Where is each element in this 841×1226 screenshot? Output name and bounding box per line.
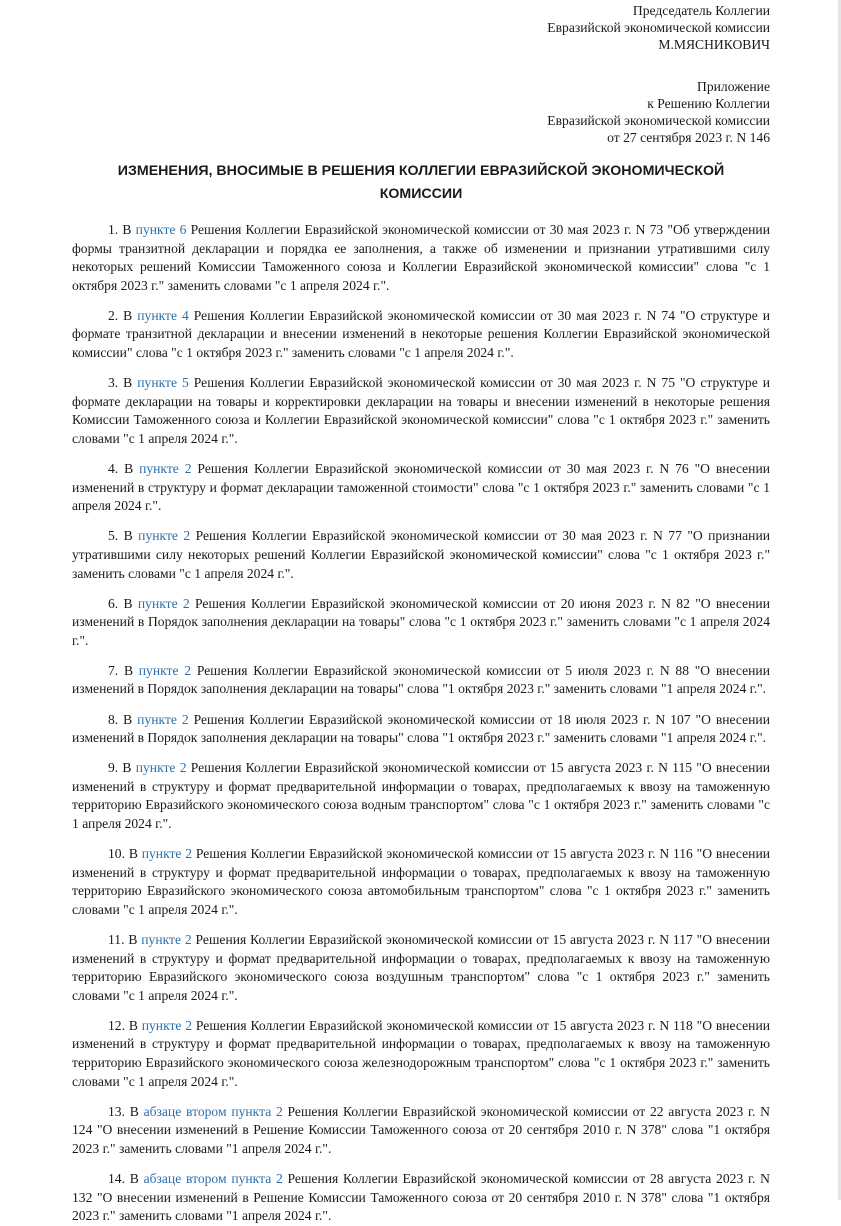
list-item xyxy=(72,1103,770,1159)
list-item xyxy=(72,711,770,748)
item-link[interactable]: пункте 2 xyxy=(138,662,192,678)
item-link[interactable]: пункте 2 xyxy=(141,1017,193,1033)
signature-block xyxy=(72,2,770,53)
item-number: 5. В xyxy=(108,528,139,544)
item-text: Решения Коллегии Евразийской экономической комиссии от 30 мая 2023 г. N 74 "О структуре и формате транзитной декларации и внесении изменений в некоторые решения Коллегии Евразийской экономической комиссии" слова "с 1 октября 2023 г." заменить словами "с 1 апреля 2024 г.". xyxy=(72,307,770,361)
item-text: Решения Коллегии Евразийской экономической комиссии от 18 июля 2023 г. N 107 "О внесении изменений в Порядок заполнения декларации на товары" слова "1 октября 2023 г." заменить словами "1 апреля 2024 г.". xyxy=(72,711,770,746)
item-text: Решения Коллегии Евразийской экономической комиссии от 30 мая 2023 г. N 73 "Об утверждении формы транзитной декларации и порядка ее заполнения, а также об изменении и признании утратившими силу некоторых решений Комиссии Таможенного союза и Коллегии Евразийской экономической комиссии" слова "с 1 октября 2023 г." заменить словами "с 1 апреля 2024 г.". xyxy=(72,222,770,293)
item-text: Решения Коллегии Евразийской экономической комиссии от 15 августа 2023 г. N 118 "О внесении изменений в структуру и формат предварительной информации о товарах, предполагаемых к ввозу на таможенную территорию Евразийского экономического союза железнодорожным транспортом" слова "с 1 октября 2023 г." заменить словами "с 1 апреля 2024 г.". xyxy=(72,1017,770,1089)
item-text: Решения Коллегии Евразийской экономической комиссии от 20 июня 2023 г. N 82 "О внесении изменений в Порядок заполнения декларации на товары" слова "с 1 октября 2023 г." заменить словами "с 1 апреля 2024 г.". xyxy=(72,595,770,648)
document-title: ИЗМЕНЕНИЯ, ВНОСИМЫЕ В РЕШЕНИЯ КОЛЛЕГИИ ЕВРАЗИЙСКОЙ ЭКОНОМИЧЕСКОЙ КОМИССИИ xyxy=(117,163,725,202)
appendix-date: от 27 сентября 2023 г. N 146 xyxy=(607,130,770,145)
signature-name: М.МЯСНИКОВИЧ xyxy=(658,37,770,52)
list-item xyxy=(72,1170,770,1226)
item-number: 9. В xyxy=(108,760,136,776)
item-number: 3. В xyxy=(108,375,138,391)
list-item xyxy=(72,221,770,295)
item-text: Решения Коллегии Евразийской экономической комиссии от 15 августа 2023 г. N 115 "О внесении изменений в структуру и формат предварительной информации о товарах, предполагаемых к ввозу на таможенную территорию Евразийского экономического союза водным транспортом" слова "с 1 октября 2023 г." заменить словами "с 1 апреля 2024 г.". xyxy=(72,760,770,832)
list-item xyxy=(72,374,770,448)
item-link[interactable]: пункте 2 xyxy=(141,846,193,862)
item-link[interactable]: абзаце втором пункта 2 xyxy=(143,1171,283,1187)
appendix-header xyxy=(72,78,770,146)
item-number: 4. В xyxy=(108,461,140,477)
item-number: 6. В xyxy=(108,595,138,611)
signature-position-line2: Евразийской экономической комиссии xyxy=(547,20,770,35)
item-text: Решения Коллегии Евразийской экономической комиссии от 15 августа 2023 г. N 117 "О внесении изменений в структуру и формат предварительной информации о товарах, предполагаемых к ввозу на таможенную территорию Евразийского экономического союза воздушным транспортом" слова "с 1 октября 2023 г." заменить словами "с 1 апреля 2024 г.". xyxy=(72,932,770,1003)
item-number: 7. В xyxy=(108,662,139,678)
appendix-label: Приложение xyxy=(697,79,770,94)
item-link[interactable]: пункте 4 xyxy=(137,307,189,323)
item-number: 8. В xyxy=(108,711,138,727)
list-item xyxy=(72,595,770,651)
item-text: Решения Коллегии Евразийской экономической комиссии от 30 мая 2023 г. N 75 "О структуре и формате декларации на товары и корректировки декларации на товары и внесении изменений в некоторые решения Комиссии Таможенного союза и Коллегии Евразийской экономической комиссии" слова "с 1 октября 2023 г." заменить словами "с 1 апреля 2024 г.". xyxy=(72,375,770,446)
item-number: 11. В xyxy=(108,932,142,947)
item-link[interactable]: пункте 2 xyxy=(137,711,189,727)
item-text: Решения Коллегии Евразийской экономической комиссии от 15 августа 2023 г. N 116 "О внесении изменений в структуру и формат предварительной информации о товарах, предполагаемых к ввозу на таможенную территорию Евразийского экономического союза автомобильным транспортом" слова "с 1 октября 2023 г." заменить словами "с 1 апреля 2024 г.". xyxy=(72,846,770,917)
item-link[interactable]: пункте 2 xyxy=(137,595,190,611)
item-link[interactable]: пункте 5 xyxy=(137,375,189,391)
list-item xyxy=(72,931,770,1005)
item-link[interactable]: абзаце втором пункта 2 xyxy=(143,1103,283,1119)
item-number: 1. В xyxy=(108,222,136,237)
item-number: 2. В xyxy=(108,307,138,323)
item-text: Решения Коллегии Евразийской экономической комиссии от 28 августа 2023 г. N 132 "О внесении изменений в Решение Комиссии Таможенного союза от 20 сентября 2010 г. N 378" слова "1 октября 2023 г." заменить словами "1 апреля 2024 г.". xyxy=(72,1171,770,1224)
item-link[interactable]: пункте 2 xyxy=(139,461,192,477)
item-number: 14. В xyxy=(108,1171,144,1187)
item-text: Решения Коллегии Евразийской экономической комиссии от 5 июля 2023 г. N 88 "О внесении изменений в Порядок заполнения декларации на товары" слова "1 октября 2023 г." заменить словами "1 апреля 2024 г.". xyxy=(72,662,770,697)
item-link[interactable]: пункте 2 xyxy=(138,528,191,544)
item-link[interactable]: пункте 2 xyxy=(135,760,187,776)
document-page xyxy=(72,0,770,1224)
appendix-ref-line3: Евразийской экономической комиссии xyxy=(547,113,770,128)
list-item xyxy=(72,845,770,919)
item-number: 13. В xyxy=(108,1103,144,1119)
item-number: 12. В xyxy=(108,1017,142,1033)
item-link[interactable]: пункте 2 xyxy=(141,932,192,947)
list-item xyxy=(72,759,770,833)
list-item xyxy=(72,662,770,699)
signature-position-line1: Председатель Коллегии xyxy=(632,3,770,18)
item-text: Решения Коллегии Евразийской экономической комиссии от 30 мая 2023 г. N 76 "О внесении изменений в структуру и формат декларации таможенной стоимости" слова "с 1 октября 2023 г." заменить словами "с 1 апреля 2024 г.". xyxy=(72,461,770,514)
item-number: 10. В xyxy=(108,846,142,862)
appendix-ref-line2: к Решению Коллегии xyxy=(647,96,770,111)
list-item xyxy=(72,307,770,363)
list-item xyxy=(72,460,770,516)
list-item xyxy=(72,1017,770,1091)
item-text: Решения Коллегии Евразийской экономической комиссии от 30 мая 2023 г. N 77 "О признании утратившими силу некоторых решений Коллегии Евразийской экономической комиссии" слова "с 1 октября 2023 г." заменить словами "с 1 апреля 2024 г.". xyxy=(72,528,770,581)
list-item xyxy=(72,527,770,583)
item-text: Решения Коллегии Евразийской экономической комиссии от 22 августа 2023 г. N 124 "О внесении изменений в Решение Комиссии Таможенного союза от 20 сентября 2010 г. N 378" слова "1 октября 2023 г." заменить словами "1 апреля 2024 г.". xyxy=(72,1103,770,1156)
amendments-list xyxy=(72,221,770,1226)
item-link[interactable]: пункте 6 xyxy=(135,222,187,237)
